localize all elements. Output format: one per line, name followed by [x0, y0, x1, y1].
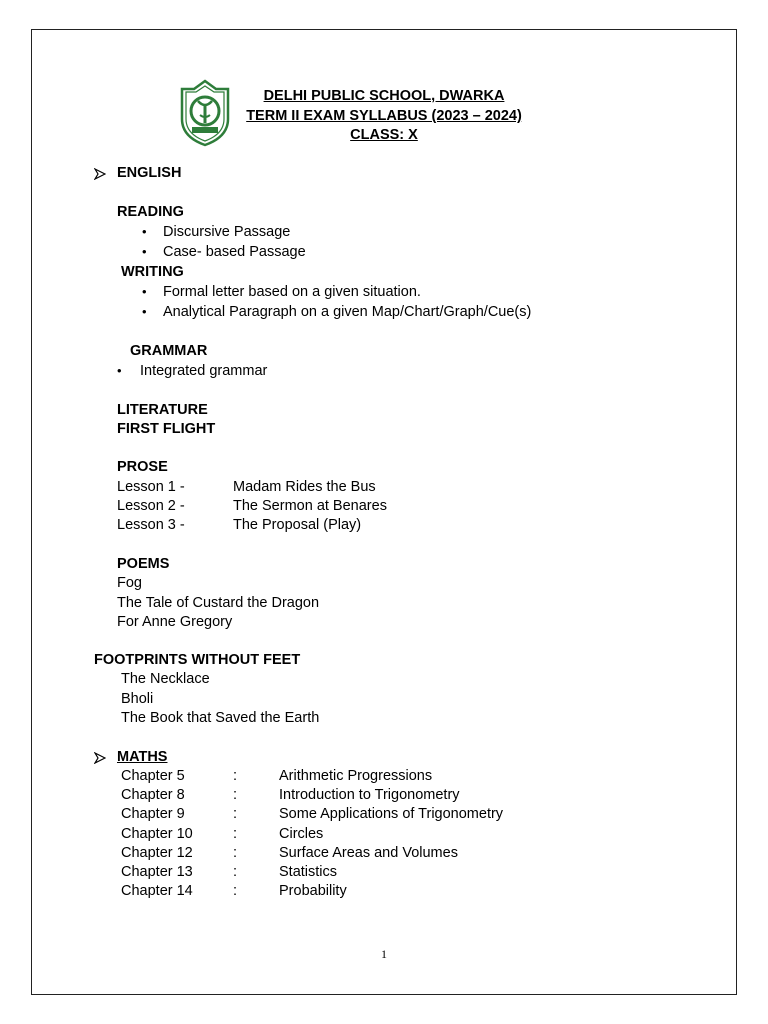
- poem-item: Fog: [117, 575, 142, 591]
- list-item: Formal letter based on a given situation.: [163, 284, 421, 300]
- chapter-number: Chapter 14: [121, 883, 193, 899]
- grammar-heading: GRAMMAR: [130, 343, 208, 359]
- bullet: •: [142, 224, 147, 239]
- chapter-name: Statistics: [279, 864, 338, 880]
- chapter-separator: :: [233, 845, 238, 861]
- chapter-number: Chapter 5: [121, 768, 185, 784]
- prose-heading: PROSE: [117, 459, 168, 475]
- footprints-item: Bholi: [121, 691, 154, 707]
- poem-item: For Anne Gregory: [117, 614, 233, 630]
- chapter-separator: :: [233, 768, 238, 784]
- arrow-bullet-icon: [94, 752, 106, 764]
- chapter-number: Chapter 9: [121, 806, 185, 822]
- section-maths: MATHS: [117, 749, 168, 765]
- school-crest-icon: [178, 79, 232, 147]
- chapter-name: Surface Areas and Volumes: [279, 845, 458, 861]
- book-title: FIRST FLIGHT: [117, 421, 216, 437]
- list-item: Integrated grammar: [140, 363, 268, 379]
- chapter-number: Chapter 13: [121, 864, 193, 880]
- chapter-separator: :: [233, 864, 238, 880]
- chapter-name: Circles: [279, 826, 324, 842]
- exam-title: TERM II EXAM SYLLABUS (2023 – 2024): [246, 108, 522, 124]
- chapter-name: Some Applications of Trigonometry: [279, 806, 504, 822]
- lesson-name: The Proposal (Play): [233, 517, 362, 533]
- footprints-item: The Necklace: [121, 671, 210, 687]
- writing-heading: WRITING: [121, 264, 184, 280]
- lesson-number: Lesson 3 -: [117, 517, 185, 533]
- literature-heading: LITERATURE: [117, 402, 208, 418]
- school-name: DELHI PUBLIC SCHOOL, DWARKA: [263, 88, 505, 104]
- class-title: CLASS: X: [350, 127, 418, 143]
- chapter-name: Introduction to Trigonometry: [279, 787, 460, 803]
- reading-heading: READING: [117, 204, 184, 220]
- chapter-number: Chapter 8: [121, 787, 185, 803]
- lesson-name: The Sermon at Benares: [233, 498, 387, 514]
- chapter-separator: :: [233, 787, 238, 803]
- footprints-heading: FOOTPRINTS WITHOUT FEET: [94, 652, 301, 668]
- list-item: Discursive Passage: [163, 224, 291, 240]
- poems-heading: POEMS: [117, 556, 170, 572]
- bullet: •: [117, 363, 122, 378]
- chapter-name: Probability: [279, 883, 347, 899]
- chapter-name: Arithmetic Progressions: [279, 768, 433, 784]
- bullet: •: [142, 284, 147, 299]
- page-number: 1: [381, 947, 387, 961]
- footprints-item: The Book that Saved the Earth: [121, 710, 320, 726]
- chapter-separator: :: [233, 826, 238, 842]
- lesson-name: Madam Rides the Bus: [233, 479, 376, 495]
- chapter-number: Chapter 10: [121, 826, 193, 842]
- bullet: •: [142, 244, 147, 259]
- lesson-number: Lesson 2 -: [117, 498, 185, 514]
- chapter-separator: :: [233, 883, 238, 899]
- chapter-separator: :: [233, 806, 238, 822]
- bullet: •: [142, 304, 147, 319]
- arrow-bullet-icon: [94, 168, 106, 180]
- list-item: Case- based Passage: [163, 244, 306, 260]
- list-item: Analytical Paragraph on a given Map/Chart/Graph/Cue(s): [163, 304, 532, 320]
- lesson-number: Lesson 1 -: [117, 479, 185, 495]
- chapter-number: Chapter 12: [121, 845, 193, 861]
- poem-item: The Tale of Custard the Dragon: [117, 595, 320, 611]
- section-english: ENGLISH: [117, 165, 182, 181]
